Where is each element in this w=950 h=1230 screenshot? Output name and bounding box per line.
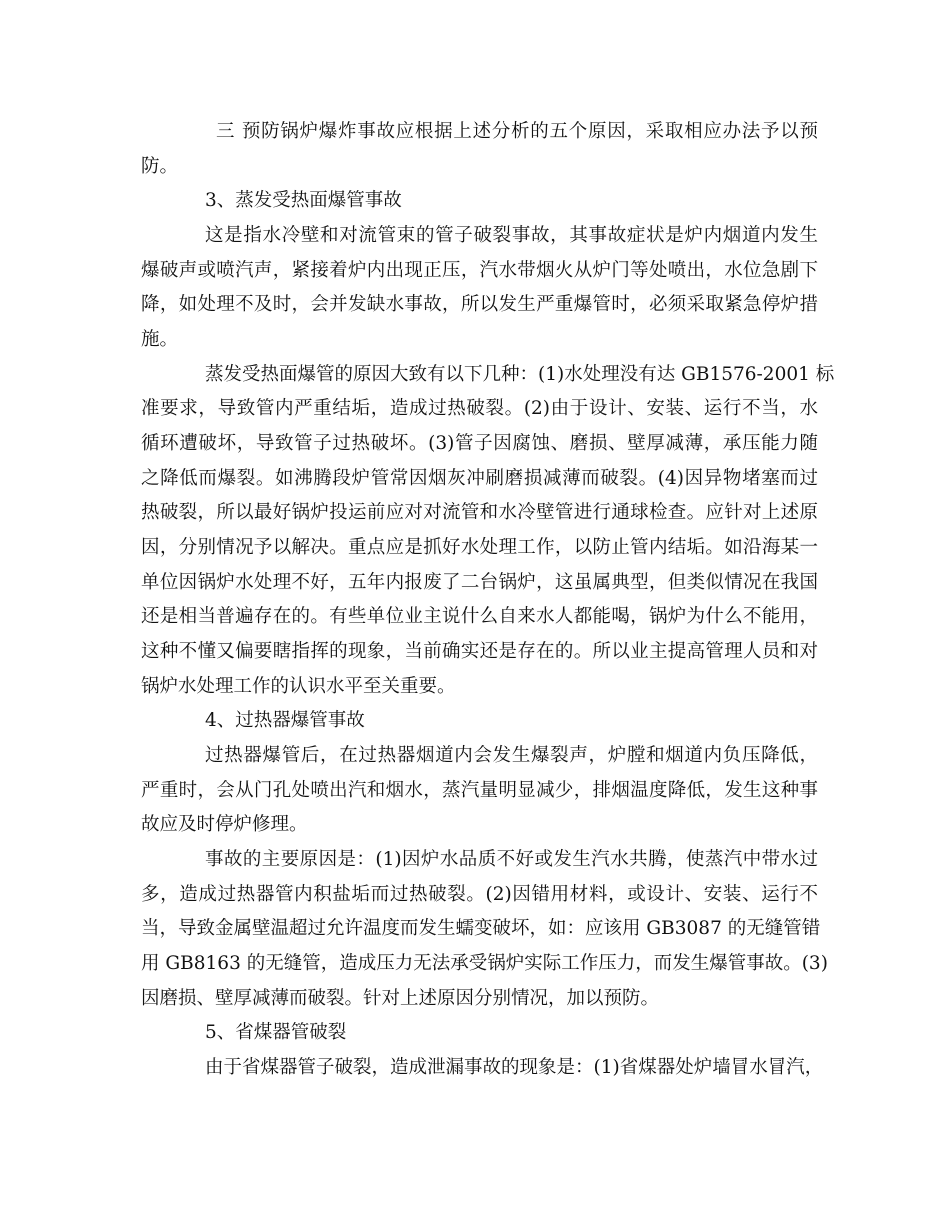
paragraph-line: 过热器爆管后，在过热器烟道内会发生爆裂声，炉膛和烟道内负压降低， — [205, 745, 818, 766]
paragraph-line: 严重时，会从门孔处喷出汽和烟水，蒸汽量明显减少，排烟温度降低，发生这种事 — [141, 780, 818, 801]
paragraph-line: 因，分别情况予以解决。重点应是抓好水处理工作，以防止管内结垢。如沿海某一 — [141, 537, 818, 558]
paragraph-line: 这种不懂又偏要瞎指挥的现象，当前确实还是存在的。所以业主提高管理人员和对 — [141, 641, 818, 662]
paragraph-line: 准要求，导致管内严重结垢，造成过热破裂。(2)由于设计、安装、运行不当，水 — [141, 398, 818, 419]
paragraph-line: 故应及时停炉修理。 — [141, 814, 308, 835]
paragraph-line: 当，导致金属壁温超过允许温度而发生蠕变破坏，如：应该用 GB3087 的无缝管错 — [141, 918, 821, 939]
paragraph-line: 因磨损、壁厚减薄而破裂。针对上述原因分别情况，加以预防。 — [141, 988, 660, 1009]
paragraph-line: 这是指水冷壁和对流管束的管子破裂事故，其事故症状是炉内烟道内发生 — [205, 225, 818, 246]
paragraph-line: 循环遭破坏，导致管子过热破坏。(3)管子因腐蚀、磨损、壁厚减薄，承压能力随 — [141, 433, 818, 454]
paragraph-line: 事故的主要原因是：(1)因炉水品质不好或发生汽水共腾，使蒸汽中带水过 — [205, 849, 818, 870]
paragraph-line: 三 预防锅炉爆炸事故应根据上述分析的五个原因，采取相应办法予以预 — [216, 121, 818, 142]
paragraph-line: 由于省煤器管子破裂，造成泄漏事故的现象是：(1)省煤器处炉墙冒水冒汽， — [205, 1057, 824, 1078]
section-heading: 4、过热器爆管事故 — [205, 710, 365, 731]
section-heading: 3、蒸发受热面爆管事故 — [205, 190, 402, 211]
paragraph-line: 用 GB8163 的无缝管，造成压力无法承受锅炉实际工作压力，而发生爆管事故。(3) — [141, 953, 828, 974]
paragraph-line: 施。 — [141, 329, 179, 350]
paragraph-line: 单位因锅炉水处理不好，五年内报废了二台锅炉，这虽属典型，但类似情况在我国 — [141, 572, 818, 593]
paragraph-line: 降，如处理不及时，会并发缺水事故，所以发生严重爆管时，必须采取紧急停炉措 — [141, 294, 818, 315]
paragraph-line: 爆破声或喷汽声，紧接着炉内出现正压，汽水带烟火从炉门等处喷出，水位急剧下 — [141, 260, 818, 281]
paragraph-line: 锅炉水处理工作的认识水平至关重要。 — [141, 676, 456, 697]
section-heading: 5、省煤器管破裂 — [205, 1022, 347, 1043]
paragraph-line: 热破裂，所以最好锅炉投运前应对对流管和水冷壁管进行通球检查。应针对上述原 — [141, 502, 818, 523]
paragraph-line: 多，造成过热器管内积盐垢而过热破裂。(2)因错用材料，或设计、安装、运行不 — [141, 884, 818, 905]
paragraph-line: 还是相当普遍存在的。有些单位业主说什么自来水人都能喝，锅炉为什么不能用， — [141, 606, 818, 627]
paragraph-line: 蒸发受热面爆管的原因大致有以下几种：(1)水处理没有达 GB1576-2001 标 — [205, 364, 835, 385]
paragraph-line: 防。 — [141, 156, 179, 177]
paragraph-line: 之降低而爆裂。如沸腾段炉管常因烟灰冲刷磨损减薄而破裂。(4)因异物堵塞而过 — [141, 468, 818, 489]
